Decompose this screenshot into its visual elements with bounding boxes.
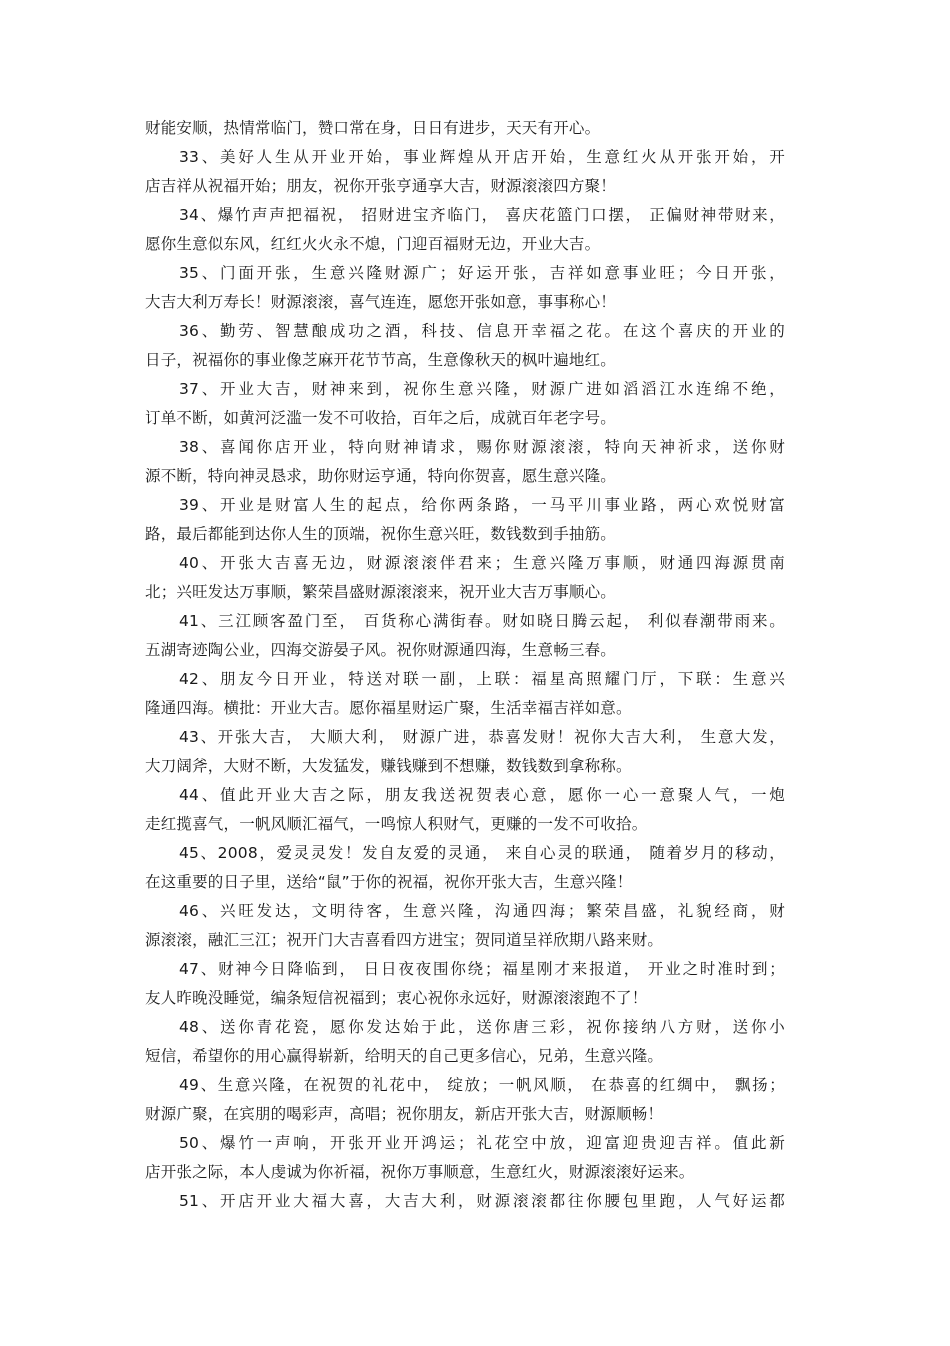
text-line: 大吉大利万寿长！财源滚滚，喜气连连，愿您开张如意，事事称心！ [145,293,617,311]
text-line: 46、兴旺发达，文明待客，生意兴隆，沟通四海；繁荣昌盛，礼貌经商，财 [179,902,785,920]
text-line: 40、开张大吉喜无边，财源滚滚伴君来；生意兴隆万事顺，财通四海源贯南 [179,554,785,572]
text-line: 51、开店开业大福大喜，大吉大利，财源滚滚都往你腰包里跑，人气好运都 [179,1192,785,1210]
text-line: 源滚滚，融汇三江；祝开门大吉喜看四方进宝；贺同道呈祥欣期八路来财。 [145,931,664,949]
text-line: 在这重要的日子里，送给“鼠”于你的祝福，祝你开张大吉，生意兴隆！ [145,873,633,891]
text-line: 订单不断，如黄河泛滥一发不可收拾，百年之后，成就百年老字号。 [145,409,617,427]
text-line: 走红揽喜气，一帆风顺汇福气，一鸣惊人积财气，更赚的一发不可收拾。 [145,815,648,833]
text-line: 路，最后都能到达你人生的顶端，祝你生意兴旺，数钱数到手抽筋。 [145,525,617,543]
text-line: 33、美好人生从开业开始，事业辉煌从开店开始，生意红火从开张开始，开 [179,148,785,166]
text-line: 源不断，特向神灵恳求，助你财运亨通，特向你贺喜，愿生意兴隆。 [145,467,617,485]
text-line: 36、勤劳、智慧酿成功之酒，科技、信息开幸福之花。在这个喜庆的开业的 [179,322,785,340]
text-line: 42、朋友今日开业，特送对联一副，上联：福星高照耀门厅，下联：生意兴 [179,670,785,688]
text-line: 日子，祝福你的事业像芝麻开花节节高，生意像秋天的枫叶遍地红。 [145,351,617,369]
text-line: 38、喜闻你店开业，特向财神请求，赐你财源滚滚，特向天神祈求，送你财 [179,438,785,456]
text-line: 短信，希望你的用心赢得崭新，给明天的自己更多信心，兄弟，生意兴隆。 [145,1047,664,1065]
text-line: 43、开张大吉， 大顺大利， 财源广进，恭喜发财！祝你大吉大利， 生意大发， [179,728,785,746]
text-line: 五湖寄迹陶公业，四海交游晏子风。祝你财源通四海，生意畅三春。 [145,641,617,659]
text-line: 友人昨晚没睡觉，编条短信祝福到；衷心祝你永远好，财源滚滚跑不了！ [145,989,648,1007]
document-body [145,114,785,1216]
text-line: 45、2008，爱灵灵发！发自友爱的灵通， 来自心灵的联通， 随着岁月的移动， [179,844,785,862]
text-line: 财源广聚，在宾朋的喝彩声，高唱；祝你朋友，新店开张大吉，财源顺畅！ [145,1105,664,1123]
text-line: 34、爆竹声声把福祝， 招财进宝齐临门， 喜庆花篮门口摆， 正偏财神带财来， [179,206,785,224]
text-line: 50、爆竹一声响，开张开业开鸿运；礼花空中放，迎富迎贵迎吉祥。值此新 [179,1134,785,1152]
text-line: 店吉祥从祝福开始；朋友，祝你开张亨通享大吉，财源滚滚四方聚！ [145,177,617,195]
text-line: 41、三江顾客盈门至， 百货称心满街春。财如晓日腾云起， 利似春潮带雨来。 [179,612,785,630]
text-line: 35、门面开张，生意兴隆财源广；好运开张，吉祥如意事业旺；今日开张， [179,264,785,282]
text-line: 财能安顺，热情常临门，赞口常在身，日日有进步，天天有开心。 [145,119,601,137]
text-line: 隆通四海。横批：开业大吉。愿你福星财运广聚，生活幸福吉祥如意。 [145,699,632,717]
text-line: 愿你生意似东风，红红火火永不熄，门迎百福财无边，开业大吉。 [145,235,601,253]
text-line: 48、送你青花瓷，愿你发达始于此，送你唐三彩，祝你接纳八方财，送你小 [179,1018,785,1036]
text-line: 49、生意兴隆，在祝贺的礼花中， 绽放；一帆风顺， 在恭喜的红绸中， 飘扬； [179,1076,785,1094]
text-line: 店开张之际，本人虔诚为你祈福，祝你万事顺意，生意红火，财源滚滚好运来。 [145,1163,695,1181]
text-line: 37、开业大吉，财神来到，祝你生意兴隆，财源广进如滔滔江水连绵不绝， [179,380,785,398]
text-line: 44、值此开业大吉之际，朋友我送祝贺表心意，愿你一心一意聚人气，一炮 [179,786,785,804]
text-line: 39、开业是财富人生的起点，给你两条路，一马平川事业路，两心欢悦财富 [179,496,785,514]
text-line: 47、财神今日降临到， 日日夜夜围你绕；福星刚才来报道， 开业之时准时到； [179,960,785,978]
text-line: 北；兴旺发达万事顺，繁荣昌盛财源滚滚来，祝开业大吉万事顺心。 [145,583,617,601]
text-line: 大刀阔斧，大财不断，大发猛发，赚钱赚到不想赚，数钱数到拿称称。 [145,757,632,775]
